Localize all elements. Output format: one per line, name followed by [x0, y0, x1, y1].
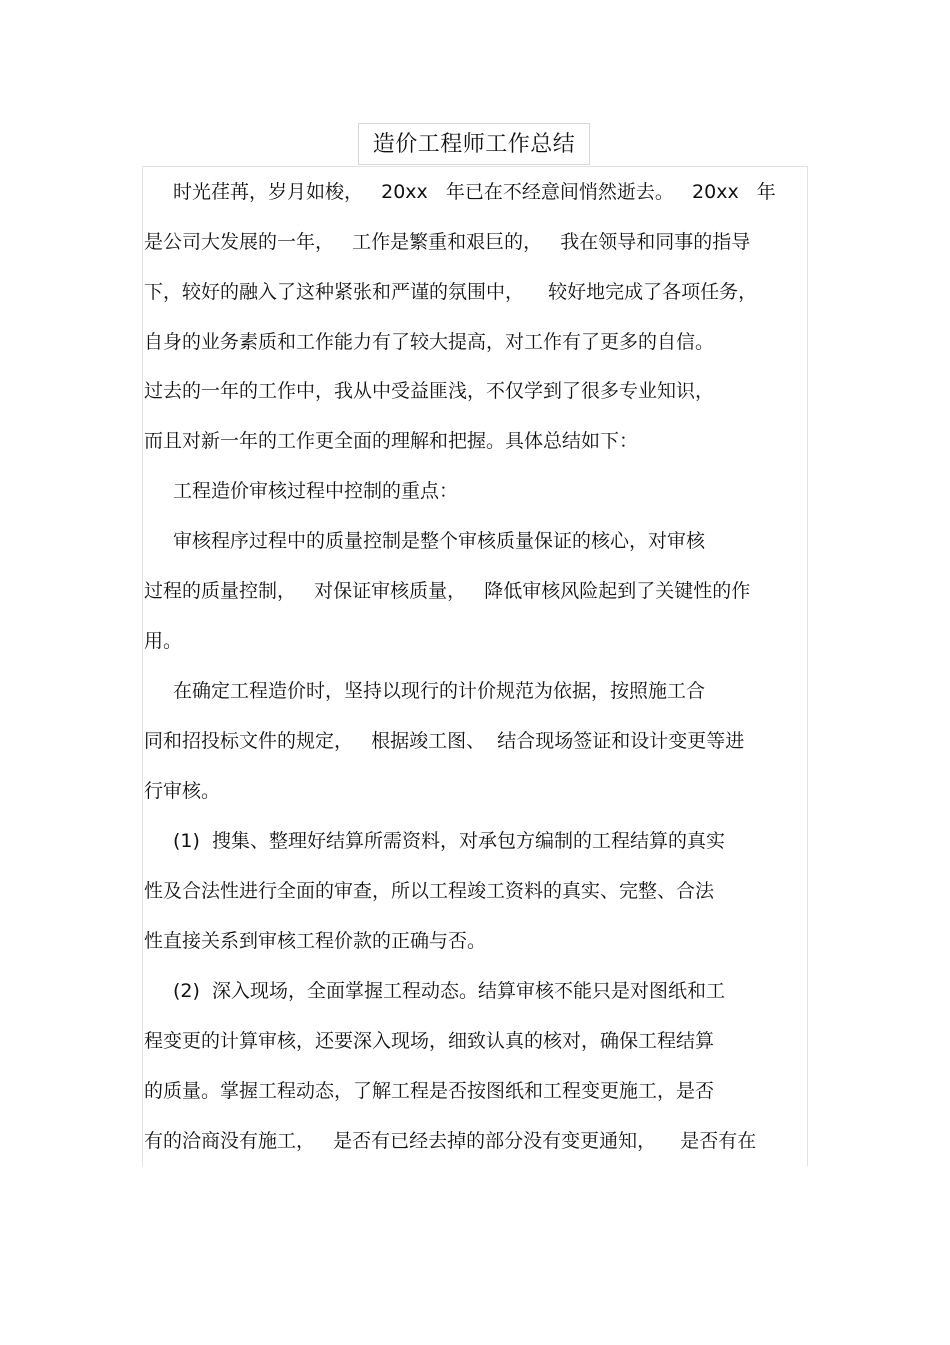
paragraph-line: 审核程序过程中的质量控制是整个审核质量保证的核心，对审核 [173, 530, 706, 552]
body-frame [142, 166, 808, 1166]
paragraph-line: 是公司大发展的一年， 工作是繁重和艰巨的， 我在领导和同事的指导 [144, 231, 751, 253]
paragraph-line: 同和招投标文件的规定， 根据竣工图、 结合现场签证和设计变更等进 [144, 730, 745, 752]
list-item-line: 性及合法性进行全面的审查，所以工程竣工资料的真实、完整、合法 [144, 880, 715, 902]
paragraph-line: 用。 [144, 630, 183, 652]
list-item-line: 有的洽商没有施工， 是否有已经去掉的部分没有变更通知， 是否有在 [144, 1130, 757, 1152]
list-item-line: 的质量。掌握工程动态，了解工程是否按图纸和工程变更施工，是否 [144, 1080, 715, 1102]
paragraph-line: 行审核。 [144, 780, 221, 802]
title-box [358, 123, 590, 165]
document-title: 造价工程师工作总结 [372, 132, 576, 157]
paragraph-line: 时光荏苒，岁月如梭， 20xx 年已在不经意间悄然逝去。 20xx 年 [173, 181, 776, 203]
list-item-line: 程变更的计算审核，还要深入现场，细致认真的核对，确保工程结算 [144, 1030, 715, 1052]
section-heading: 工程造价审核过程中控制的重点： [173, 480, 459, 502]
paragraph-line: 过去的一年的工作中，我从中受益匪浅，不仅学到了很多专业知识， [144, 380, 715, 402]
paragraph-line: 自身的业务素质和工作能力有了较大提高，对工作有了更多的自信。 [144, 331, 715, 353]
paragraph-line: 过程的质量控制， 对保证审核质量， 降低审核风险起到了关键性的作 [144, 580, 751, 602]
list-item-line: 性直接关系到审核工程价款的正确与否。 [144, 930, 487, 952]
list-item-line: (1) 搜集、整理好结算所需资料，对承包方编制的工程结算的真实 [173, 830, 725, 852]
paragraph-line: 下，较好的融入了这种紧张和严谨的氛围中， 较好地完成了各项任务， [144, 281, 758, 303]
paragraph-line: 而且对新一年的工作更全面的理解和把握。具体总结如下： [144, 430, 639, 452]
list-item-line: (2) 深入现场，全面掌握工程动态。结算审核不能只是对图纸和工 [173, 980, 725, 1002]
paragraph-line: 在确定工程造价时，坚持以现行的计价规范为依据，按照施工合 [173, 680, 706, 702]
